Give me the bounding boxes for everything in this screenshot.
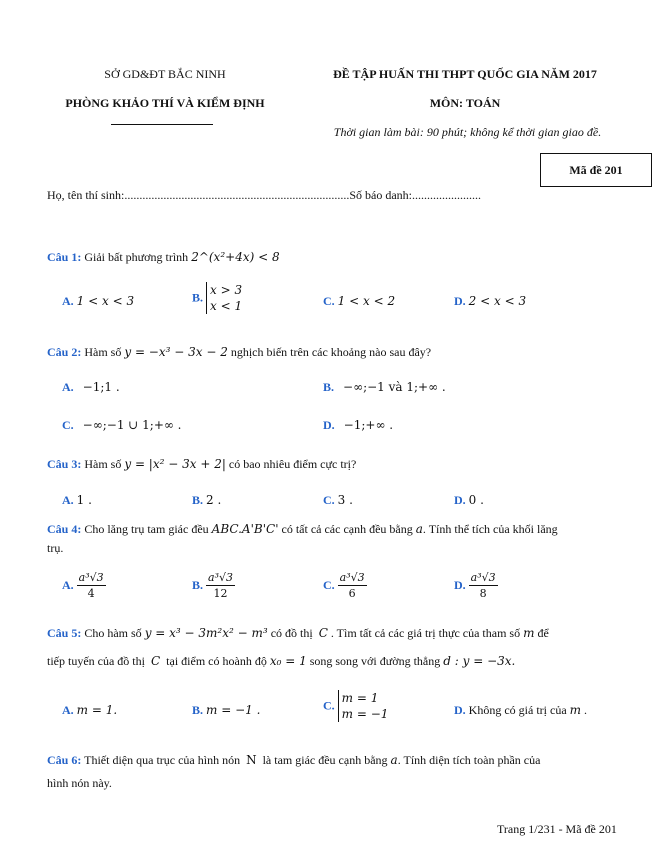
option-letter: C.	[323, 578, 335, 592]
question-1-label: Câu 1:	[47, 250, 82, 264]
option-letter: A.	[62, 493, 74, 507]
question-2	[47, 345, 431, 360]
q1-option-c[interactable]	[323, 294, 395, 309]
department-name: SỞ GD&ĐT BẮC NINH	[104, 67, 226, 81]
fraction-denominator: 6	[348, 587, 356, 600]
question-6	[47, 753, 540, 768]
option-tail: .	[584, 703, 588, 717]
option-letter: A.	[62, 380, 74, 394]
question-4-label: Câu 4:	[47, 522, 82, 536]
question-5-text-4: để	[537, 626, 549, 640]
q2-option-d[interactable]	[323, 418, 393, 433]
question-4-text-3: . Tính thể tích của khối lăng	[422, 522, 558, 536]
question-4-line-2: trụ.	[47, 541, 64, 555]
question-6-label: Câu 6:	[47, 753, 82, 767]
page-footer: Trang 1/231 - Mã đề 201	[497, 822, 617, 836]
option-fraction	[338, 571, 367, 600]
q5-line2-text: tiếp tuyến của đồ thị	[47, 654, 145, 668]
fraction-numerator: a³√3	[339, 571, 365, 584]
q2-option-a[interactable]	[62, 380, 120, 395]
exam-code-box	[540, 153, 652, 187]
question-5	[47, 626, 549, 641]
question-6-var: a	[390, 753, 398, 767]
option-fraction	[77, 571, 106, 600]
option-letter: B.	[192, 290, 204, 305]
option-content: 0 .	[468, 493, 484, 507]
question-3-label: Câu 3:	[47, 457, 82, 471]
q3-option-b[interactable]	[192, 493, 221, 508]
system-line-1: m = 1	[341, 691, 379, 705]
option-letter: B.	[192, 703, 204, 717]
option-system	[206, 282, 242, 314]
subject-title: MÔN: TOÁN	[429, 96, 501, 110]
q1-option-a[interactable]	[62, 294, 134, 309]
system-line-1: x > 3	[210, 283, 243, 297]
q5-line-equation: d : y = −3x.	[443, 654, 516, 668]
question-6-text-2: là tam giác đều cạnh bằng	[262, 753, 388, 767]
fraction-denominator: 4	[87, 587, 95, 600]
question-6-line-2: hình nón này.	[47, 776, 112, 790]
option-content: 3 .	[337, 493, 353, 507]
option-letter: B.	[192, 493, 204, 507]
option-letter: C.	[323, 493, 335, 507]
q5-option-b[interactable]	[192, 703, 260, 718]
option-letter: C.	[323, 698, 335, 713]
question-6-cone: N	[246, 753, 257, 767]
option-fraction	[469, 571, 498, 600]
option-letter: D.	[323, 418, 335, 432]
fraction-numerator: a³√3	[78, 571, 104, 584]
question-5-label: Câu 5:	[47, 626, 82, 640]
q1-option-d[interactable]	[454, 294, 526, 309]
option-content: Không có giá trị của	[468, 703, 567, 717]
option-content: −1;1 .	[82, 380, 120, 394]
q3-option-c[interactable]	[323, 493, 353, 508]
q5-line2-text-2: tại điểm có hoành độ	[166, 654, 267, 668]
question-4-text: Cho lăng trụ tam giác đều	[84, 522, 209, 536]
question-5-expr: y = x³ − 3m²x² − m³	[144, 626, 268, 640]
fraction-denominator: 12	[213, 587, 228, 600]
question-5-text-3: . Tìm tất cả các giá trị thực của tham số	[330, 626, 521, 640]
question-6-text: Thiết diện qua trục của hình nón	[84, 753, 241, 767]
option-letter: A.	[62, 578, 74, 592]
option-letter: A.	[62, 294, 74, 308]
q5-option-d[interactable]	[454, 703, 587, 718]
question-4	[47, 522, 558, 537]
question-5-text: Cho hàm số	[84, 626, 142, 640]
question-1	[47, 250, 280, 265]
name-field[interactable]: ...........................................................................	[124, 188, 350, 202]
question-3	[47, 457, 356, 472]
question-2-text: Hàm số	[84, 345, 122, 359]
q4-option-c[interactable]	[323, 571, 367, 600]
q4-option-b[interactable]	[192, 571, 235, 600]
question-5-param: m	[523, 626, 535, 640]
option-letter: D.	[454, 703, 466, 717]
q2-option-b[interactable]	[323, 380, 446, 395]
student-info-line	[47, 188, 481, 203]
question-1-expr: 2^(x²+4x) < 8	[191, 250, 280, 264]
option-content: −∞;−1 ∪ 1;+∞ .	[82, 418, 182, 432]
system-line-2: x < 1	[210, 299, 243, 313]
question-2-text-end: nghịch biến trên các khoảng nào sau đây?	[230, 345, 432, 359]
id-field[interactable]: .......................	[412, 188, 482, 202]
id-label: Số báo danh:	[349, 188, 413, 202]
exam-code: Mã đề 201	[569, 162, 623, 177]
q1-option-b[interactable]	[192, 282, 242, 314]
option-content: 1 < x < 3	[76, 294, 135, 308]
question-4-text-2: có tất cả các cạnh đều bằng	[281, 522, 413, 536]
time-note: Thời gian làm bài: 90 phút; không kể thời gian giao đề.	[333, 125, 602, 139]
option-var: m	[569, 703, 582, 717]
question-6-text-3: . Tính diện tích toàn phần của	[397, 753, 541, 767]
question-2-label: Câu 2:	[47, 345, 82, 359]
question-4-expr: ABC.A'B'C'	[211, 522, 279, 536]
question-5-line-2	[47, 654, 515, 669]
question-1-text: Giải bất phương trình	[84, 250, 189, 264]
option-letter: C.	[323, 294, 335, 308]
q3-option-d[interactable]	[454, 493, 484, 508]
option-content: 2 .	[206, 493, 222, 507]
name-label: Họ, tên thí sinh:	[47, 188, 125, 202]
option-content: 1 .	[76, 493, 92, 507]
question-2-expr: y = −x³ − 3x − 2	[124, 345, 228, 359]
fraction-numerator: a³√3	[208, 571, 233, 584]
q2-option-c[interactable]	[62, 418, 182, 433]
option-letter: D.	[454, 493, 466, 507]
question-3-text-end: có bao nhiêu điểm cực trị?	[228, 457, 357, 471]
office-name: PHÒNG KHẢO THÍ VÀ KIỂM ĐỊNH	[65, 96, 265, 110]
option-fraction	[206, 571, 235, 600]
option-content: −1;+∞ .	[343, 418, 394, 432]
fraction-numerator: a³√3	[470, 571, 496, 584]
option-system	[338, 690, 389, 722]
option-letter: A.	[62, 703, 74, 717]
q5-line2-graph: C	[150, 654, 161, 668]
exam-title: ĐỀ TẬP HUẤN THI THPT QUỐC GIA NĂM 2017	[333, 67, 597, 81]
option-content: 2 < x < 3	[468, 294, 527, 308]
option-letter: B.	[192, 578, 204, 592]
q5-x0: x₀ = 1	[269, 654, 307, 668]
option-letter: B.	[323, 380, 335, 394]
option-content: m = 1.	[76, 703, 118, 717]
option-letter: D.	[454, 578, 466, 592]
option-letter: C.	[62, 418, 74, 432]
fraction-denominator: 8	[479, 587, 487, 600]
q5-option-a[interactable]	[62, 703, 117, 718]
question-3-expr: y = |x² − 3x + 2|	[124, 457, 226, 471]
question-5-graph: C	[318, 626, 328, 640]
option-content: −∞;−1 và 1;+∞ .	[343, 380, 446, 394]
option-content: 1 < x < 2	[337, 294, 396, 308]
q3-option-a[interactable]	[62, 493, 92, 508]
q4-option-d[interactable]	[454, 571, 498, 600]
q5-line2-text-3: song song với đường thẳng	[309, 654, 441, 668]
option-letter: D.	[454, 294, 466, 308]
question-4-var: a	[415, 522, 423, 536]
option-content: m = −1 .	[206, 703, 261, 717]
q4-option-a[interactable]	[62, 571, 106, 600]
question-5-text-2: có đồ thị	[270, 626, 313, 640]
header-divider	[111, 124, 213, 125]
system-line-2: m = −1	[341, 707, 389, 721]
q5-option-c[interactable]	[323, 690, 388, 722]
question-3-text: Hàm số	[84, 457, 122, 471]
